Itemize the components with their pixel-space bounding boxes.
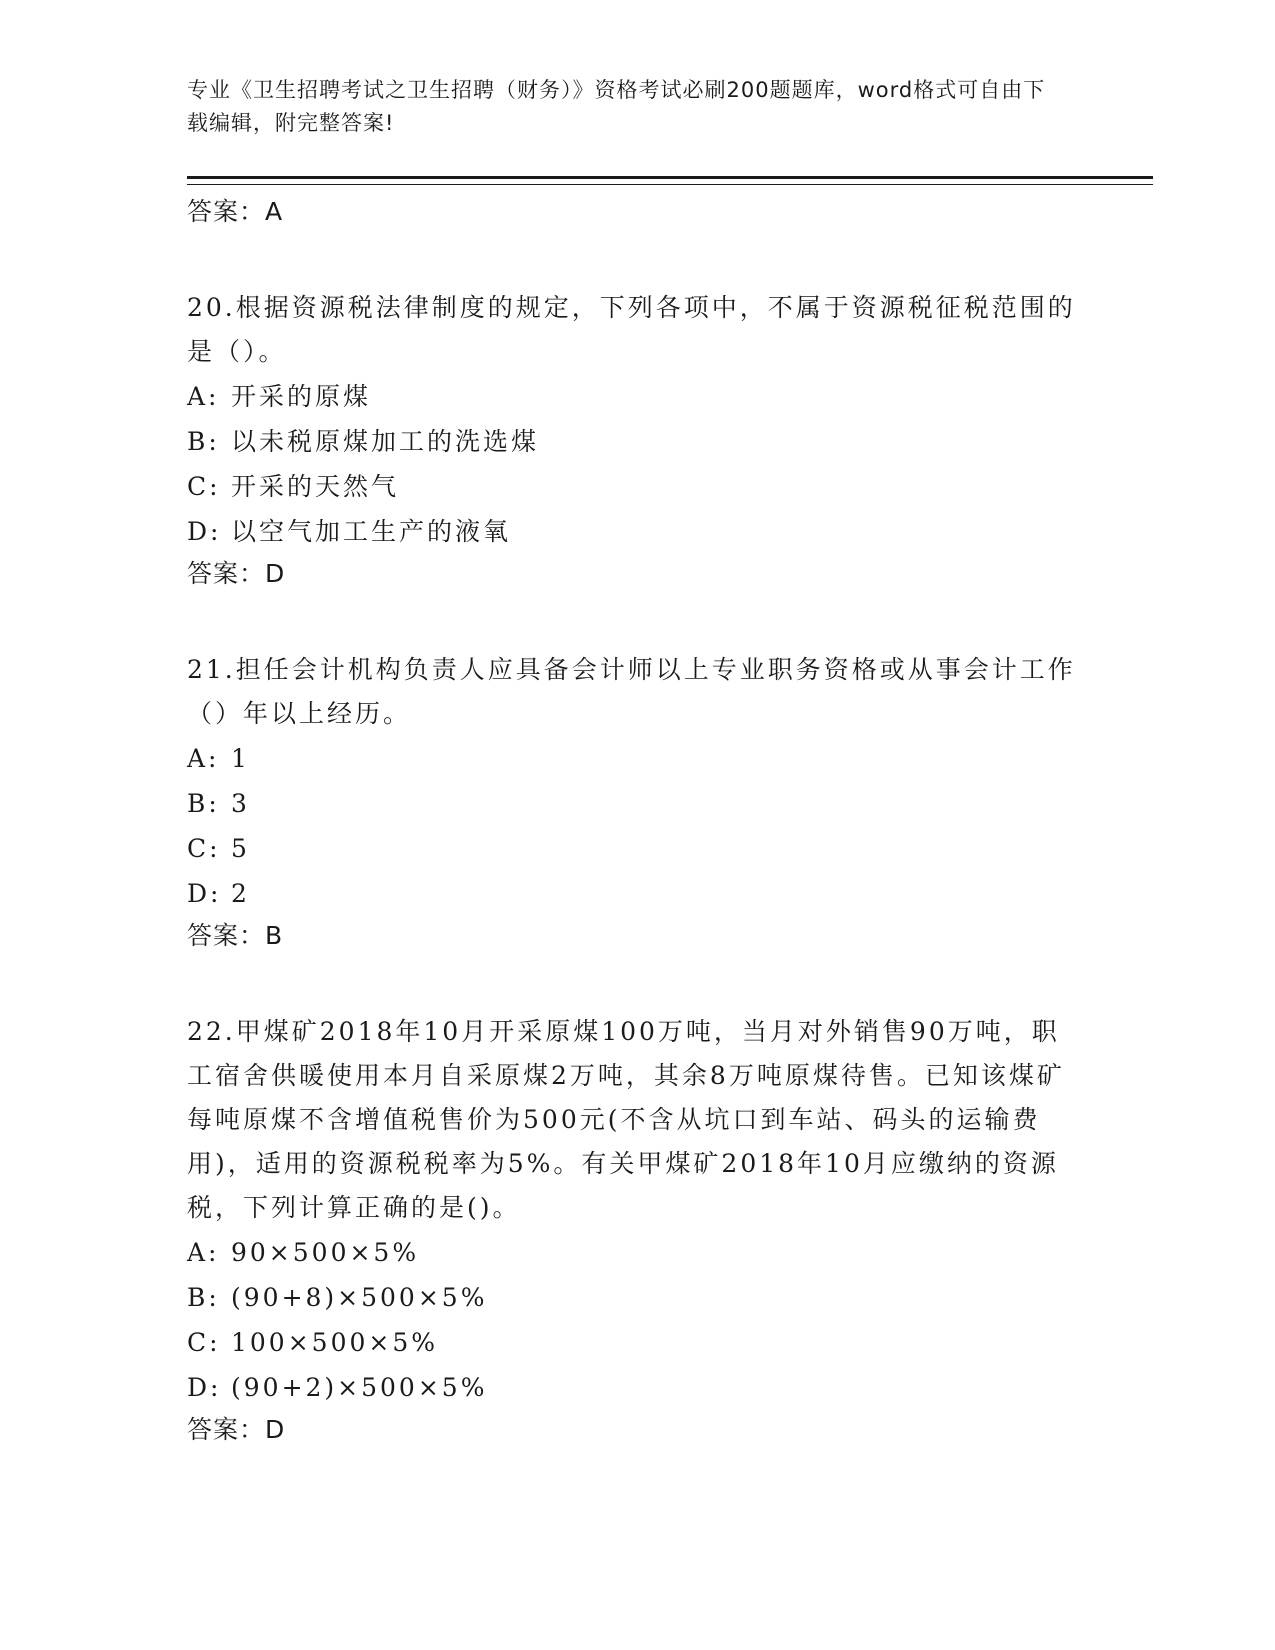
- option-letter: D:: [187, 1373, 222, 1402]
- question-22-option-b: [187, 1275, 1087, 1320]
- option-text: (90+2)×500×5%: [231, 1373, 488, 1402]
- option-letter: A:: [187, 1238, 220, 1267]
- header-divider: [187, 176, 1153, 185]
- option-text: 3: [231, 789, 250, 818]
- option-letter: B:: [187, 427, 220, 456]
- question-21: [187, 648, 1087, 956]
- option-text: 5: [231, 834, 250, 863]
- option-letter: C:: [187, 1328, 221, 1357]
- question-20-option-b: [187, 419, 1087, 464]
- question-21-option-b: [187, 781, 1087, 826]
- option-text: 100×500×5%: [231, 1328, 438, 1357]
- question-20-answer: 答案：D: [187, 559, 286, 588]
- document-header: 专业《卫生招聘考试之卫生招聘（财务）》资格考试必刷200题题库，word格式可自由下载编辑，附完整答案!: [187, 78, 1046, 135]
- question-20: [187, 286, 1087, 594]
- option-text: 1: [231, 744, 250, 773]
- question-22-stem: 22.甲煤矿2018年10月开采原煤100万吨，当月对外销售90万吨，职工宿舍供暖使用本月自采原煤2万吨，其余8万吨原煤待售。已知该煤矿每吨原煤不含增值税售价为500元(不含从坑口到车站、码头的运输费用)，适用的资源税税率为5%。有关甲煤矿2018年10月应缴纳的资源税，下列计算正确的是()。: [187, 1017, 1065, 1222]
- question-22-option-c: [187, 1320, 1087, 1365]
- option-letter: B:: [187, 1283, 220, 1312]
- question-21-answer: 答案：B: [187, 921, 284, 950]
- question-20-option-a: [187, 374, 1087, 419]
- option-letter: A:: [187, 382, 220, 411]
- question-21-option-a: [187, 736, 1087, 781]
- question-22-answer: 答案：D: [187, 1415, 286, 1444]
- question-22-option-a: [187, 1230, 1087, 1275]
- question-21-option-d: [187, 871, 1087, 916]
- option-letter: A:: [187, 744, 220, 773]
- question-22-option-d: [187, 1365, 1087, 1410]
- option-letter: D:: [187, 517, 222, 546]
- option-letter: B:: [187, 789, 220, 818]
- option-letter: C:: [187, 834, 221, 863]
- option-text: 以未税原煤加工的洗选煤: [231, 427, 540, 456]
- option-text: 90×500×5%: [231, 1238, 420, 1267]
- question-21-stem: 21.担任会计机构负责人应具备会计师以上专业职务资格或从事会计工作（）年以上经历。: [187, 655, 1076, 728]
- previous-question-answer: 答案：A: [187, 197, 284, 226]
- document-body: [187, 192, 1087, 1450]
- option-text: 以空气加工生产的液氧: [231, 517, 512, 546]
- question-20-option-d: [187, 509, 1087, 554]
- question-22: [187, 1010, 1087, 1450]
- option-text: 开采的原煤: [231, 382, 372, 411]
- option-letter: C:: [187, 472, 221, 501]
- question-20-option-c: [187, 464, 1087, 509]
- question-21-option-c: [187, 826, 1087, 871]
- option-text: 2: [231, 879, 250, 908]
- question-20-stem: 20.根据资源税法律制度的规定，下列各项中，不属于资源税征税范围的是（）。: [187, 293, 1076, 366]
- option-letter: D:: [187, 879, 222, 908]
- option-text: (90+8)×500×5%: [231, 1283, 488, 1312]
- option-text: 开采的天然气: [231, 472, 400, 501]
